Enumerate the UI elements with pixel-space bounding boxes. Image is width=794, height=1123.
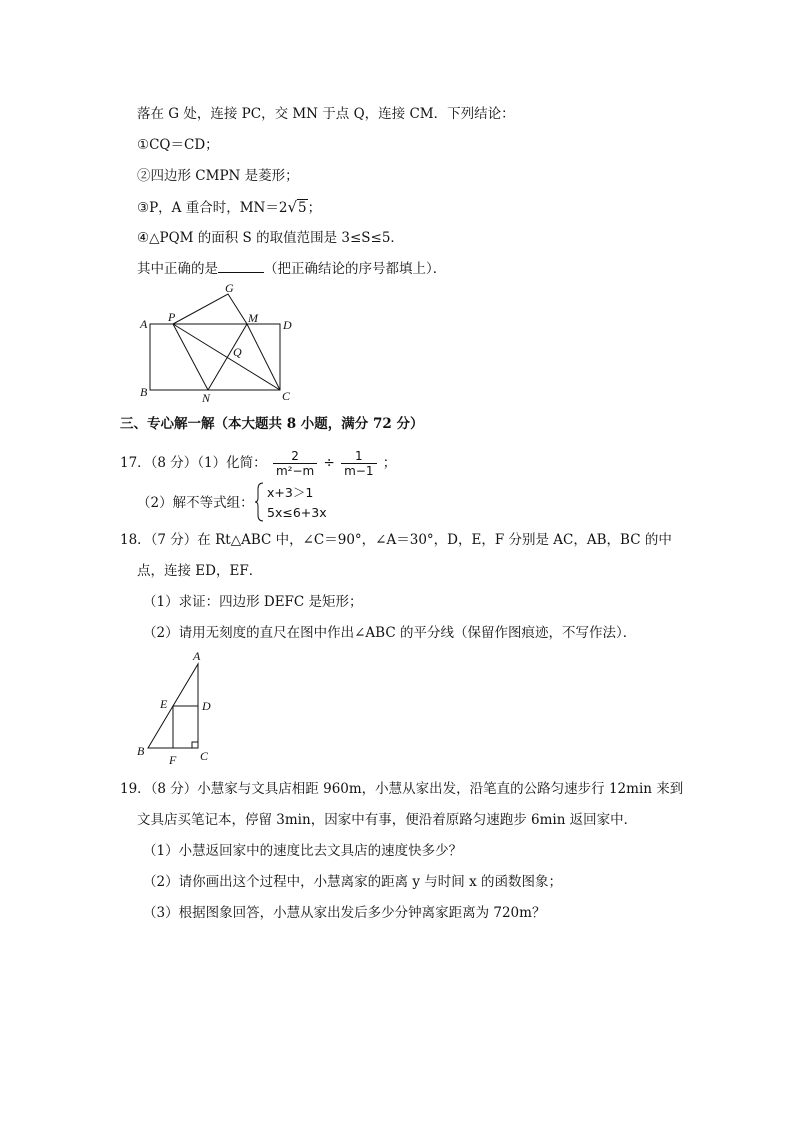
label-C: C	[200, 749, 209, 763]
label-B: B	[140, 385, 148, 399]
q18-head-2: 点，连接 ED，EF．	[137, 563, 263, 579]
brace-icon	[255, 481, 265, 523]
q19-part3: （3）根据图象回答，小慧从家出发后多少分钟离家距离为 720m？	[143, 905, 546, 921]
q16-ask-post: （把正确结论的序号都填上）．	[264, 261, 447, 277]
q19-head: 19．（8 分）小慧家与文具店相距 960m，小慧从家出发，沿笔直的公路匀速步行 12min 来到	[120, 781, 684, 797]
label-A: A	[193, 649, 201, 663]
fraction-2	[341, 449, 376, 478]
label-F: F	[169, 753, 177, 767]
section-title: 三、专心解一解（本大题共 8 小题，满分 72 分）	[120, 416, 424, 432]
q16-conclusion-3	[137, 198, 321, 217]
q18-head: 18．（7 分）在 Rt△ABC 中，∠C＝90°，∠A＝30°，D，E，F 分别是 AC，AB，BC 的中	[120, 532, 672, 548]
label-D: D	[283, 318, 292, 332]
right-angle-mark	[192, 742, 198, 748]
label-D: D	[202, 699, 211, 713]
q18-part1: （1）求证：四边形 DEFC 是矩形；	[143, 594, 363, 610]
q19-part2: （2）请你画出这个过程中，小慧离家的距离 y 与时间 x 的函数图象；	[143, 874, 562, 890]
q17-tail: ；	[382, 455, 397, 471]
rect-abcd	[150, 324, 280, 390]
label-P: P	[168, 310, 176, 324]
q18-figure	[132, 648, 222, 768]
fraction-1	[273, 449, 317, 478]
fraction-1-numerator: 2	[291, 449, 299, 463]
q16-c3-text: ③P，A 重合时，MN＝2	[137, 200, 288, 216]
q19-part1: （1）小慧返回家中的速度比去文具店的速度快多少？	[143, 843, 463, 859]
line-pn	[173, 324, 208, 390]
inequality-2: 5x≤6+3x	[267, 505, 327, 520]
inequality-1: x+3＞1	[267, 485, 314, 500]
q19-head-2: 文具店买笔记本，停留 3min，因家中有事，便沿着原路匀速跑步 6min 返回家中．	[137, 812, 638, 828]
q16-question	[137, 260, 446, 278]
label-E: E	[160, 697, 168, 711]
label-Q: Q	[233, 345, 242, 359]
fraction-2-numerator: 1	[354, 449, 363, 463]
label-A: A	[140, 317, 148, 331]
divide-sign: ÷	[323, 455, 335, 471]
label-G: G	[225, 281, 234, 295]
q16-c3-end: ；	[307, 200, 322, 216]
label-M: M	[248, 311, 258, 325]
q16-figure	[130, 278, 310, 404]
inequality-system	[255, 481, 345, 523]
label-B: B	[137, 744, 145, 758]
fold-pgm	[173, 294, 247, 324]
label-C: C	[282, 389, 291, 403]
q16-conclusion-1: ①CQ＝CD；	[137, 137, 219, 153]
q16-conclusion-2: ②四边形 CMPN 是菱形；	[137, 168, 299, 184]
q17-part2: （2）解不等式组：	[137, 495, 254, 511]
q17-head: 17．（8 分）（1）化简：	[120, 455, 267, 471]
q16-conclusion-4: ④△PQM 的面积 S 的取值范围是 3≤S≤5．	[137, 230, 404, 246]
fraction-2-denominator: m−1	[344, 464, 374, 478]
q17-part1	[120, 445, 396, 481]
fraction-1-denominator: m²−m	[275, 464, 315, 478]
sqrt-sign: √	[287, 198, 298, 216]
q16-ask-pre: 其中正确的是	[137, 261, 218, 277]
q18-part2: （2）请用无刻度的直尺在图中作出∠ABC 的平分线（保留作图痕迹，不写作法）．	[143, 625, 637, 641]
q16-intro: 落在 G 处，连接 PC，交 MN 于点 Q，连接 CM．下列结论：	[137, 106, 515, 122]
answer-blank	[218, 260, 264, 273]
sqrt-radicand: 5	[298, 200, 307, 216]
label-N: N	[202, 391, 211, 404]
